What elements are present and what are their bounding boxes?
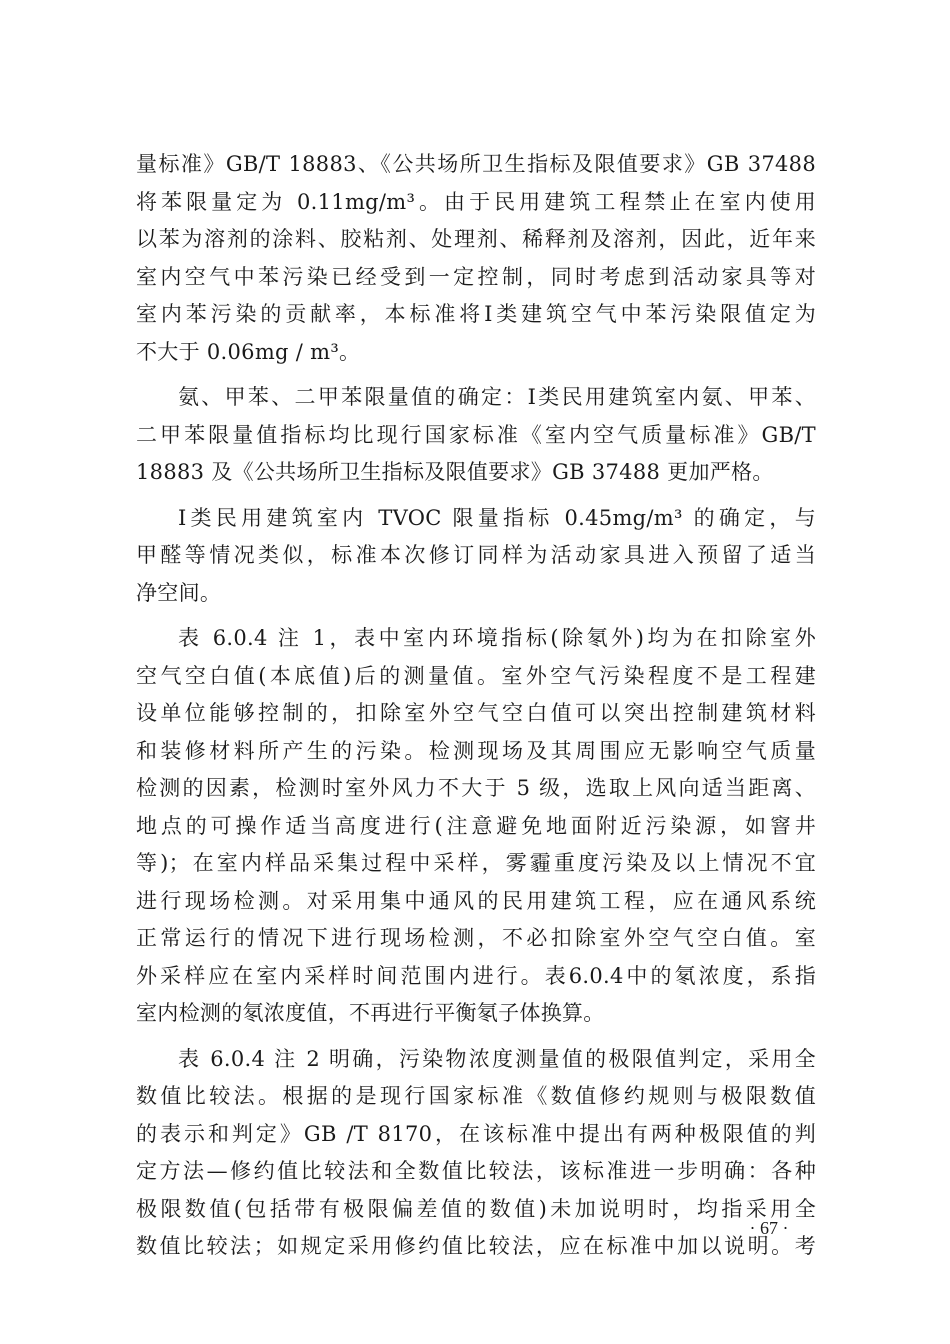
text-line: 表 6.0.4 注 2 明确，污染物浓度测量值的极限值判定，采用全 [178,1046,816,1071]
text-line: 数值比较法。根据的是现行国家标准《数值修约规则与极限数值 [136,1084,816,1108]
paragraph-gap [136,371,816,379]
paragraph-gap [136,492,816,500]
text-line: 外采样应在室内采样时间范围内进行。表6.0.4中的氡浓度，系指 [136,963,816,988]
paragraph-gap [136,612,816,620]
text-line: 表 6.0.4 注 1，表中室内环境指标(除氡外)均为在扣除室外 [178,626,816,650]
text-line: 空气空白值(本底值)后的测量值。室外空气污染程度不是工程建 [136,663,816,688]
text-line: 二甲苯限量值指标均比现行国家标准《室内空气质量标准》GB/T [136,422,816,447]
text-line: 进行现场检测。对采用集中通风的民用建筑工程，应在通风系统 [136,888,816,913]
text-line: 正常运行的情况下进行现场检测，不必扣除室外空气空白值。室 [136,926,816,950]
text-line: 以苯为溶剂的涂料、胶粘剂、处理剂、稀释剂及溶剂，因此，近年来 [136,227,816,251]
text-line: 数值比较法；如规定采用修约值比较法，应在标准中加以说明。考 [136,1234,816,1258]
text-line: Ⅰ类民用建筑室内 TVOC 限量指标 0.45mg/m³ 的确定，与 [178,505,816,530]
page-number: · 67 · [749,1218,789,1238]
body-text [136,146,816,1266]
paragraph-table-note-1 [136,620,816,1033]
text-line: 净空间。 [136,580,222,605]
text-line: 和装修材料所产生的污染。检测现场及其周围应无影响空气质量 [136,738,816,763]
text-line: 极限数值(包括带有极限偏差值的数值)未加说明时，均指采用全 [136,1196,816,1221]
paragraph-ammonia-toluene-xylene [136,379,816,492]
text-line: 室内检测的氡浓度值，不再进行平衡氡子体换算。 [136,1001,605,1025]
text-line: 的表示和判定》GB /T 8170，在该标准中提出有两种极限值的判 [136,1121,816,1146]
paragraph-table-note-2 [136,1041,816,1266]
text-line: 室内空气中苯污染已经受到一定控制，同时考虑到活动家具等对 [136,264,816,289]
text-line: 室内苯污染的贡献率，本标准将Ⅰ类建筑空气中苯污染限值定为 [136,302,816,326]
text-line: 甲醛等情况类似，标准本次修订同样为活动家具进入预留了适当 [136,543,816,567]
text-line: 将苯限量定为 0.11mg/m³。由于民用建筑工程禁止在室内使用 [136,189,816,214]
paragraph-benzene-limit [136,146,816,371]
paragraph-gap [136,1033,816,1041]
text-line: 量标准》GB/T 18883、《公共场所卫生指标及限值要求》GB 37488 [136,152,816,176]
text-line: 检测的因素，检测时室外风力不大于 5 级，选取上风向适当距离、 [136,776,816,800]
text-line: 不大于 0.06mg / m³。 [136,339,361,364]
text-line: 设单位能够控制的，扣除室外空气空白值可以突出控制建筑材料 [136,701,816,725]
text-line: 等)；在室内样品采集过程中采样，雾霾重度污染及以上情况不宜 [136,851,816,875]
paragraph-tvoc-limit [136,500,816,613]
text-line: 18883 及《公共场所卫生指标及限值要求》GB 37488 更加严格。 [136,460,774,484]
text-line: 定方法—修约值比较法和全数值比较法，该标准进一步明确：各种 [136,1159,816,1183]
text-line: 氨、甲苯、二甲苯限量值的确定：Ⅰ类民用建筑室内氨、甲苯、 [178,385,816,409]
text-line: 地点的可操作适当高度进行(注意避免地面附近污染源，如窨井 [136,813,816,838]
